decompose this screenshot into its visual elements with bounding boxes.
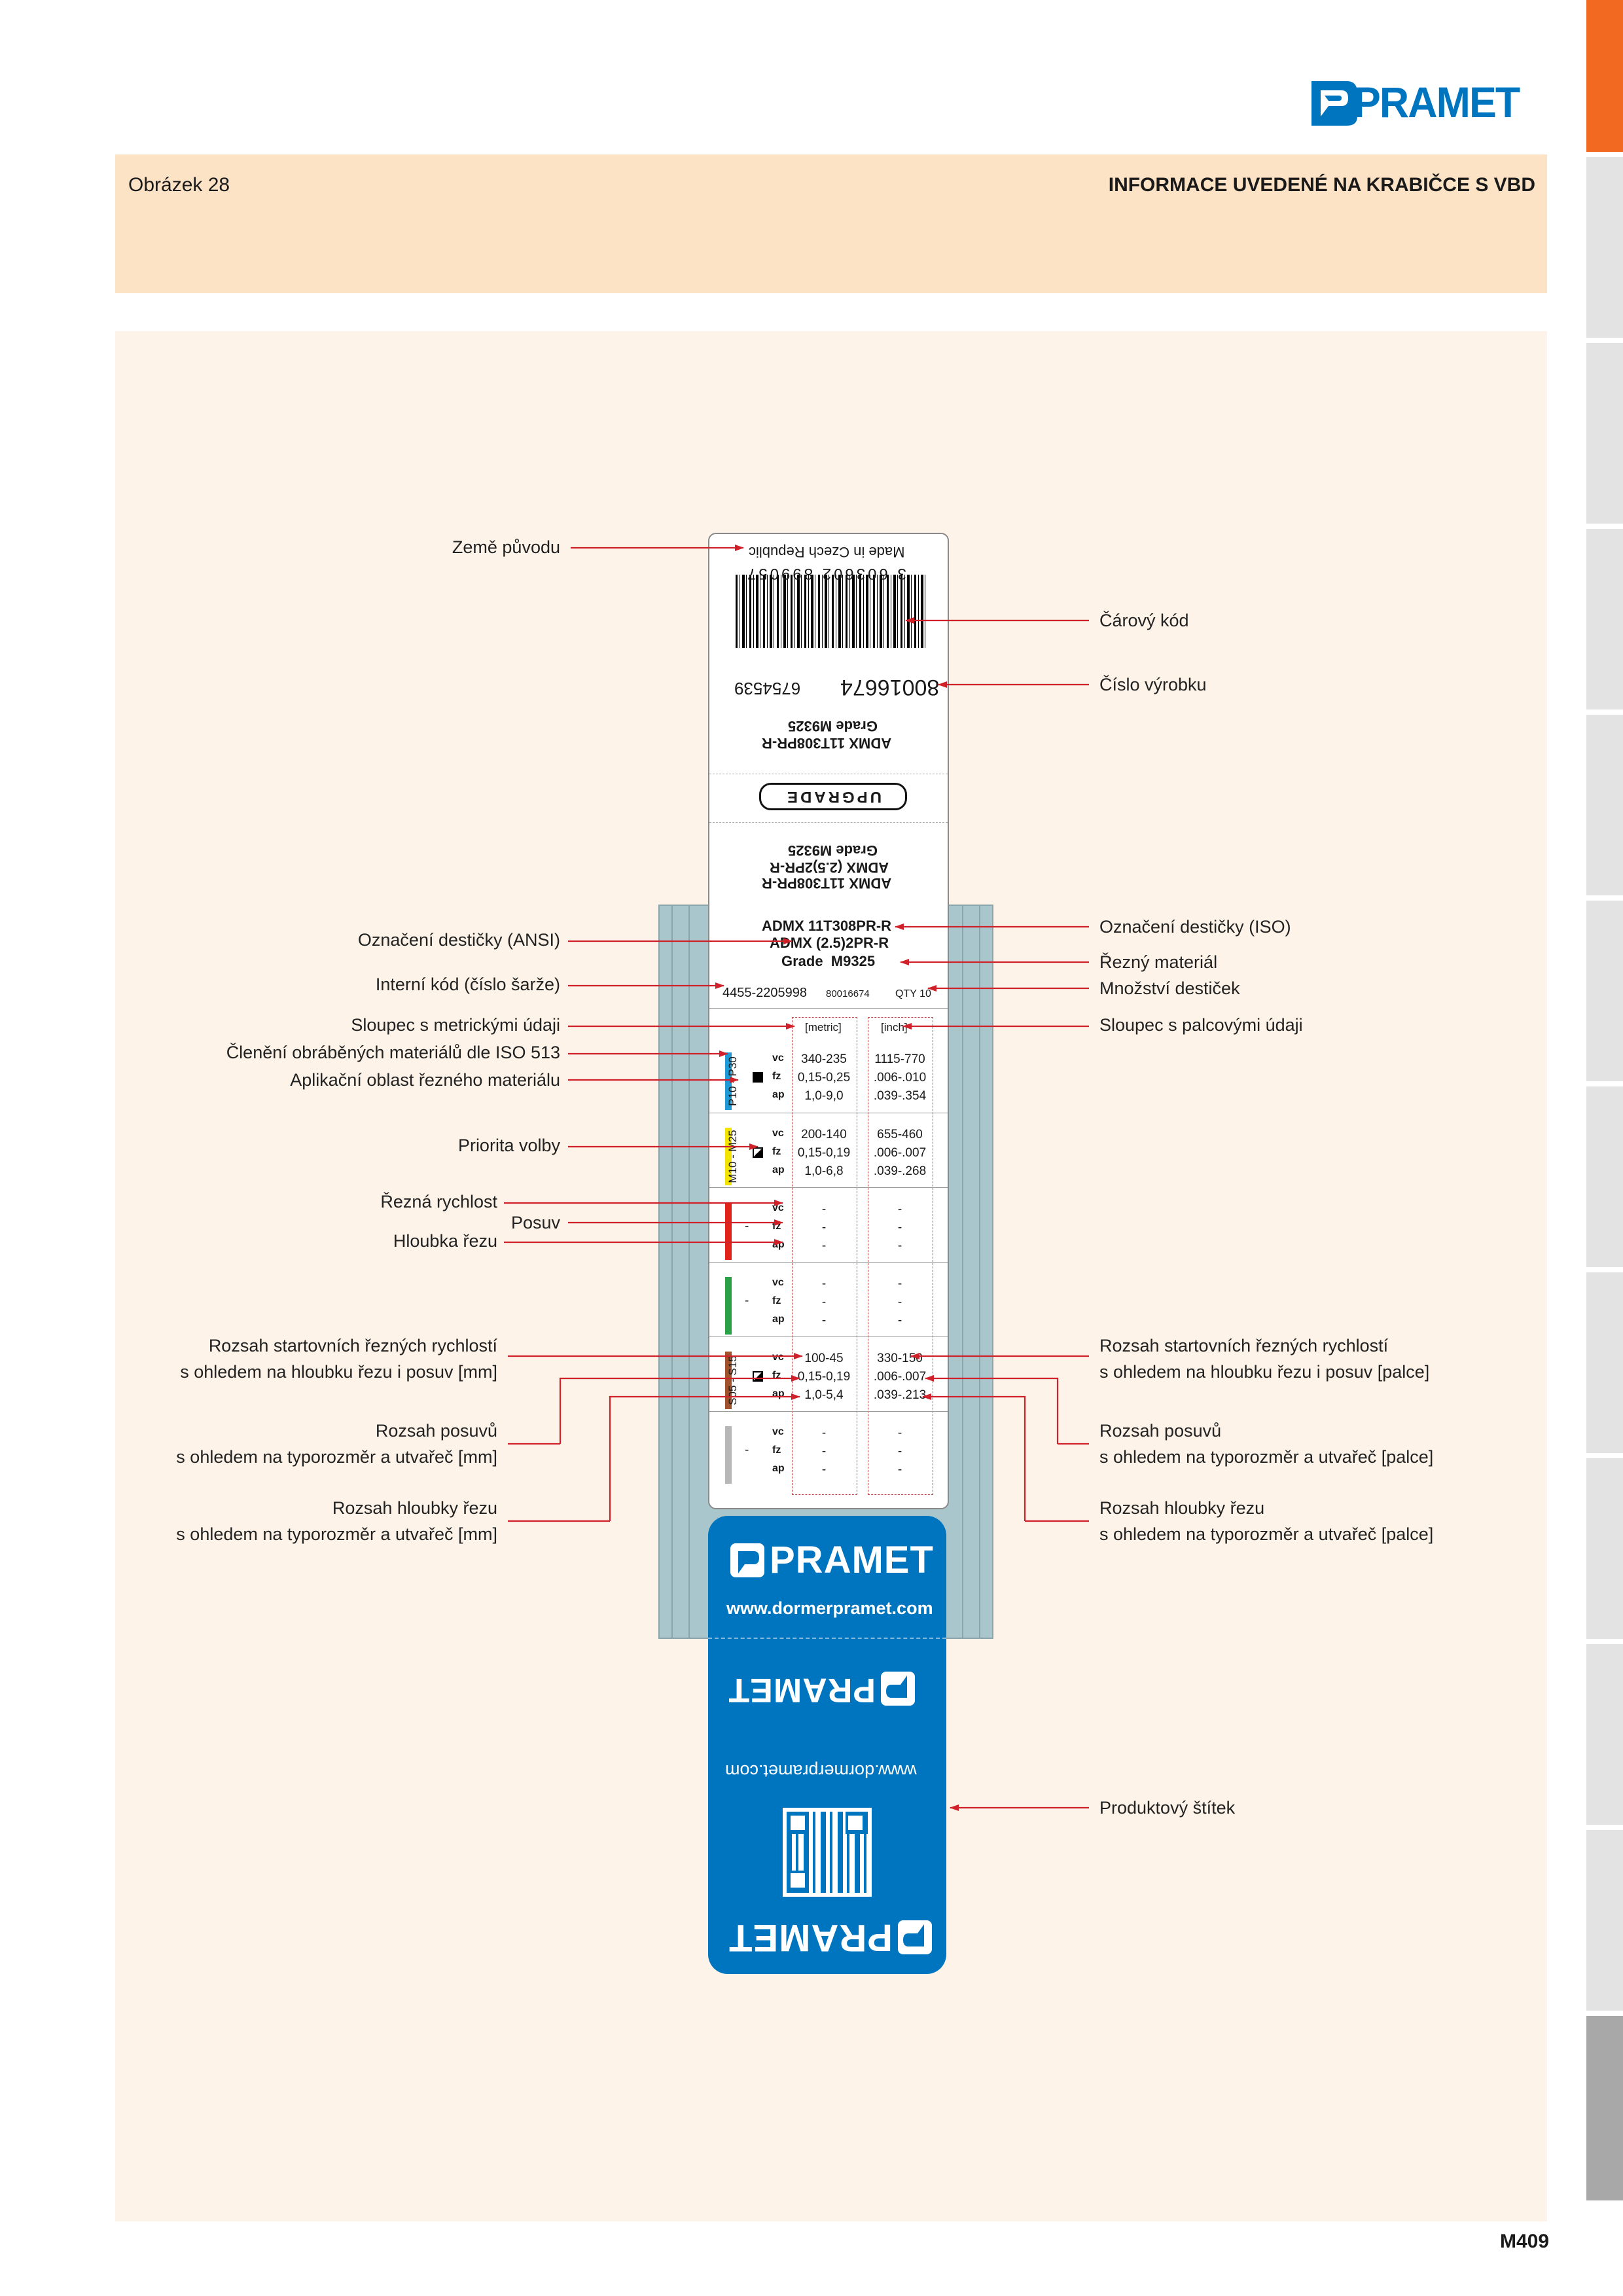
param-symbol: ap xyxy=(772,1463,785,1474)
metric-value: 1,0-9,0 xyxy=(804,1089,844,1103)
qr-code-icon xyxy=(783,1808,872,1897)
insert-ansi-mid: ADMX (2.5)2PR-R xyxy=(770,859,889,876)
callout-iso513: Členění obráběných materiálů dle ISO 513 xyxy=(226,1043,560,1062)
side-tab xyxy=(1586,1272,1623,1453)
priority-half-icon xyxy=(753,1147,763,1158)
figure-number: Obrázek 28 xyxy=(128,174,230,196)
side-tab xyxy=(1586,529,1623,709)
side-tab xyxy=(1586,1830,1623,2011)
product-number-large: 80016674 xyxy=(840,675,940,700)
barcode-digits: 3 603602 899057 xyxy=(745,565,906,583)
pramet-mark-icon xyxy=(878,1669,918,1708)
param-symbol: vc xyxy=(772,1202,784,1213)
box-inner-left xyxy=(671,905,690,1639)
iso-range: M10 - M25 xyxy=(726,1130,739,1183)
inch-header: [inch] xyxy=(881,1021,908,1033)
batch-small: 6754539 xyxy=(734,679,801,698)
side-tab xyxy=(1586,343,1623,524)
figure-title: INFORMACE UVEDENÉ NA KRABIČCE S VBD xyxy=(1108,174,1535,196)
depth-range-right-line2: s ohledem na typorozměr a utvařeč [palce] xyxy=(1099,1524,1434,1544)
depth-range-right-line1: Rozsah hloubky řezu xyxy=(1099,1498,1265,1518)
side-tab xyxy=(1586,1458,1623,1639)
made-in-text: Made in Czech Republic xyxy=(749,544,905,560)
upgrade-logo xyxy=(759,783,907,810)
metric-value: - xyxy=(821,1277,827,1291)
metric-value: - xyxy=(821,1295,827,1309)
callout-speed-range-right xyxy=(1099,1333,1429,1385)
pramet-tag-logo-flipped xyxy=(728,1662,918,1709)
iso-dash: - xyxy=(745,1294,749,1308)
grade-text: Grade M9325 xyxy=(781,953,876,969)
divider xyxy=(709,822,948,823)
page-number: M409 xyxy=(1500,2231,1550,2252)
iso-color-bar xyxy=(725,1277,732,1335)
metric-value: - xyxy=(821,1239,827,1253)
tag-logo-text: PRAMET xyxy=(770,1539,934,1581)
callout-country: Země původu xyxy=(452,537,560,557)
param-symbol: ap xyxy=(772,1239,785,1250)
side-tab-active xyxy=(1586,0,1623,152)
insert-ansi-code: ADMX (2.5)2PR-R xyxy=(770,935,889,951)
priority-filled-icon xyxy=(753,1072,763,1083)
callout-depth-range-right xyxy=(1099,1495,1433,1547)
inch-value: .006-.010 xyxy=(873,1071,927,1085)
metric-value: 0,15-0,25 xyxy=(797,1071,851,1085)
param-symbol: vc xyxy=(772,1128,784,1139)
box-inner-right xyxy=(962,905,980,1639)
upgrade-logo-text: UPGRADE xyxy=(785,788,882,806)
feed-range-right-line1: Rozsah posuvů xyxy=(1099,1421,1222,1441)
callout-feed: Posuv xyxy=(510,1213,560,1232)
pramet-mark-icon xyxy=(895,1918,935,1957)
metric-value: - xyxy=(821,1314,827,1327)
callout-feed-range-left xyxy=(176,1418,497,1470)
callout-product-number: Číslo výrobku xyxy=(1099,675,1207,694)
callout-internal-code: Interní kód (číslo šarže) xyxy=(375,975,560,994)
priority-half-icon xyxy=(753,1371,763,1382)
depth-range-left-line2: s ohledem na typorozměr a utvařeč [mm] xyxy=(176,1524,497,1544)
callout-metric-column: Sloupec s metrickými údaji xyxy=(351,1015,560,1035)
material-row xyxy=(709,1187,948,1263)
callout-speed-range-left xyxy=(180,1333,497,1385)
param-symbol: vc xyxy=(772,1052,784,1064)
batch-number: 4455-2205998 xyxy=(722,986,808,1000)
inch-value: - xyxy=(897,1314,902,1327)
grade-mid: Grade M9325 xyxy=(788,842,878,859)
callout-barcode: Čárový kód xyxy=(1099,611,1189,630)
inch-value: - xyxy=(897,1221,902,1234)
callout-quantity: Množství destiček xyxy=(1099,978,1240,998)
insert-iso-code: ADMX 11T308PR-R xyxy=(762,918,892,934)
material-row xyxy=(709,1336,948,1412)
iso-range: P10 - P30 xyxy=(726,1056,739,1106)
iso-color-bar xyxy=(725,1202,732,1260)
metric-value: 1,0-5,4 xyxy=(804,1388,844,1402)
barcode xyxy=(736,575,925,648)
callout-iso: Označení destičky (ISO) xyxy=(1099,917,1291,937)
inch-value: 655-460 xyxy=(877,1128,923,1141)
side-tab xyxy=(1586,1086,1623,1267)
callout-ansi: Označení destičky (ANSI) xyxy=(357,930,560,950)
side-tab xyxy=(1586,901,1623,1081)
side-tab xyxy=(1586,715,1623,895)
param-symbol: fz xyxy=(772,1146,781,1157)
grade-top: Grade M9325 xyxy=(788,718,878,734)
inch-value: - xyxy=(897,1426,902,1440)
metric-value: 0,15-0,19 xyxy=(797,1370,851,1384)
param-symbol: ap xyxy=(772,1164,785,1175)
insert-code-mid: ADMX 11T308PR-R xyxy=(762,875,892,891)
depth-range-left-line1: Rozsah hloubky řezu xyxy=(332,1498,497,1518)
side-tab xyxy=(1586,157,1623,338)
metric-value: 1,0-6,8 xyxy=(804,1164,844,1178)
pramet-logo-text: PRAMET xyxy=(1353,78,1520,126)
inch-value: .039-.354 xyxy=(873,1089,927,1103)
inch-value: .039-.213 xyxy=(873,1388,927,1402)
product-number-small: 80016674 xyxy=(826,988,870,999)
param-symbol: fz xyxy=(772,1071,781,1082)
inch-value: .006-.007 xyxy=(873,1370,927,1384)
inch-value: .039-.268 xyxy=(873,1164,927,1178)
tag-url-flipped: www.dormerpramet.com xyxy=(725,1761,917,1781)
material-row xyxy=(709,1411,948,1486)
param-symbol: vc xyxy=(772,1352,784,1363)
iso-dash: - xyxy=(745,1219,749,1233)
param-symbol: ap xyxy=(772,1314,785,1325)
param-symbol: fz xyxy=(772,1370,781,1381)
param-symbol: vc xyxy=(772,1426,784,1437)
inch-value: - xyxy=(897,1444,902,1458)
speed-range-right-line1: Rozsah startovních řezných rychlostí xyxy=(1099,1336,1389,1355)
insert-code-top: ADMX 11T308PR-R xyxy=(762,735,892,751)
side-tab xyxy=(1586,1644,1623,1825)
pramet-logo xyxy=(1309,77,1544,130)
product-tag xyxy=(708,1516,946,1974)
metric-value: - xyxy=(821,1221,827,1234)
param-symbol: fz xyxy=(772,1221,781,1232)
callout-feed-range-right xyxy=(1099,1418,1433,1470)
material-row xyxy=(709,1038,948,1113)
param-symbol: vc xyxy=(772,1277,784,1288)
inch-value: - xyxy=(897,1463,902,1477)
speed-range-left-line1: Rozsah startovních řezných rychlostí xyxy=(208,1336,497,1355)
tag-logo-text-flipped: PRAMET xyxy=(728,1671,876,1709)
callout-inch-column: Sloupec s palcovými údaji xyxy=(1099,1015,1303,1035)
callout-application: Aplikační oblast řezného materiálu xyxy=(290,1070,560,1090)
callout-depth-range-left xyxy=(176,1495,497,1547)
tag-logo-text-bottom: PRAMET xyxy=(728,1916,893,1959)
side-tab-current xyxy=(1586,2016,1623,2200)
callout-depth: Hloubka řezu xyxy=(393,1231,497,1251)
metric-value: 0,15-0,19 xyxy=(797,1146,851,1160)
iso-dash: - xyxy=(745,1443,749,1457)
iso-range: S05 - S15 xyxy=(726,1355,739,1405)
inch-value: - xyxy=(897,1239,902,1253)
tag-divider xyxy=(708,1638,946,1639)
iso-color-bar xyxy=(725,1426,732,1484)
callout-product-tag: Produktový štítek xyxy=(1099,1798,1236,1818)
material-row xyxy=(709,1262,948,1337)
box-label xyxy=(708,533,949,1509)
param-symbol: fz xyxy=(772,1295,781,1306)
material-row xyxy=(709,1113,948,1188)
tag-url: www.dormerpramet.com xyxy=(726,1598,933,1618)
inch-value: .006-.007 xyxy=(873,1146,927,1160)
inch-value: 1115-770 xyxy=(874,1052,925,1066)
inch-value: 330-150 xyxy=(877,1352,923,1365)
metric-value: - xyxy=(821,1444,827,1458)
speed-range-right-line2: s ohledem na hloubku řezu i posuv [palce] xyxy=(1099,1362,1430,1382)
callout-grade: Řezný materiál xyxy=(1099,952,1218,972)
inch-value: - xyxy=(897,1202,902,1216)
feed-range-left-line1: Rozsah posuvů xyxy=(375,1421,497,1441)
metric-value: 200-140 xyxy=(801,1128,847,1141)
inch-value: - xyxy=(897,1295,902,1309)
feed-range-right-line2: s ohledem na typorozměr a utvařeč [palce] xyxy=(1099,1447,1434,1467)
metric-value: - xyxy=(821,1426,827,1440)
metric-value: 340-235 xyxy=(801,1052,847,1066)
callout-priority: Priorita volby xyxy=(457,1136,560,1155)
metric-value: - xyxy=(821,1463,827,1477)
param-symbol: fz xyxy=(772,1444,781,1456)
param-symbol: ap xyxy=(772,1089,785,1100)
metric-value: 100-45 xyxy=(804,1352,844,1365)
feed-range-left-line2: s ohledem na typorozměr a utvařeč [mm] xyxy=(176,1447,497,1467)
speed-range-left-line2: s ohledem na hloubku řezu i posuv [mm] xyxy=(180,1362,497,1382)
metric-header: [metric] xyxy=(805,1021,842,1033)
param-symbol: ap xyxy=(772,1388,785,1399)
pramet-tag-logo-bottom xyxy=(725,1911,935,1957)
metric-value: - xyxy=(821,1202,827,1216)
divider xyxy=(709,1008,948,1009)
callout-speed: Řezná rychlost xyxy=(380,1192,497,1211)
pramet-mark-icon xyxy=(728,1541,767,1580)
quantity: QTY 10 xyxy=(895,988,931,999)
inch-value: - xyxy=(897,1277,902,1291)
